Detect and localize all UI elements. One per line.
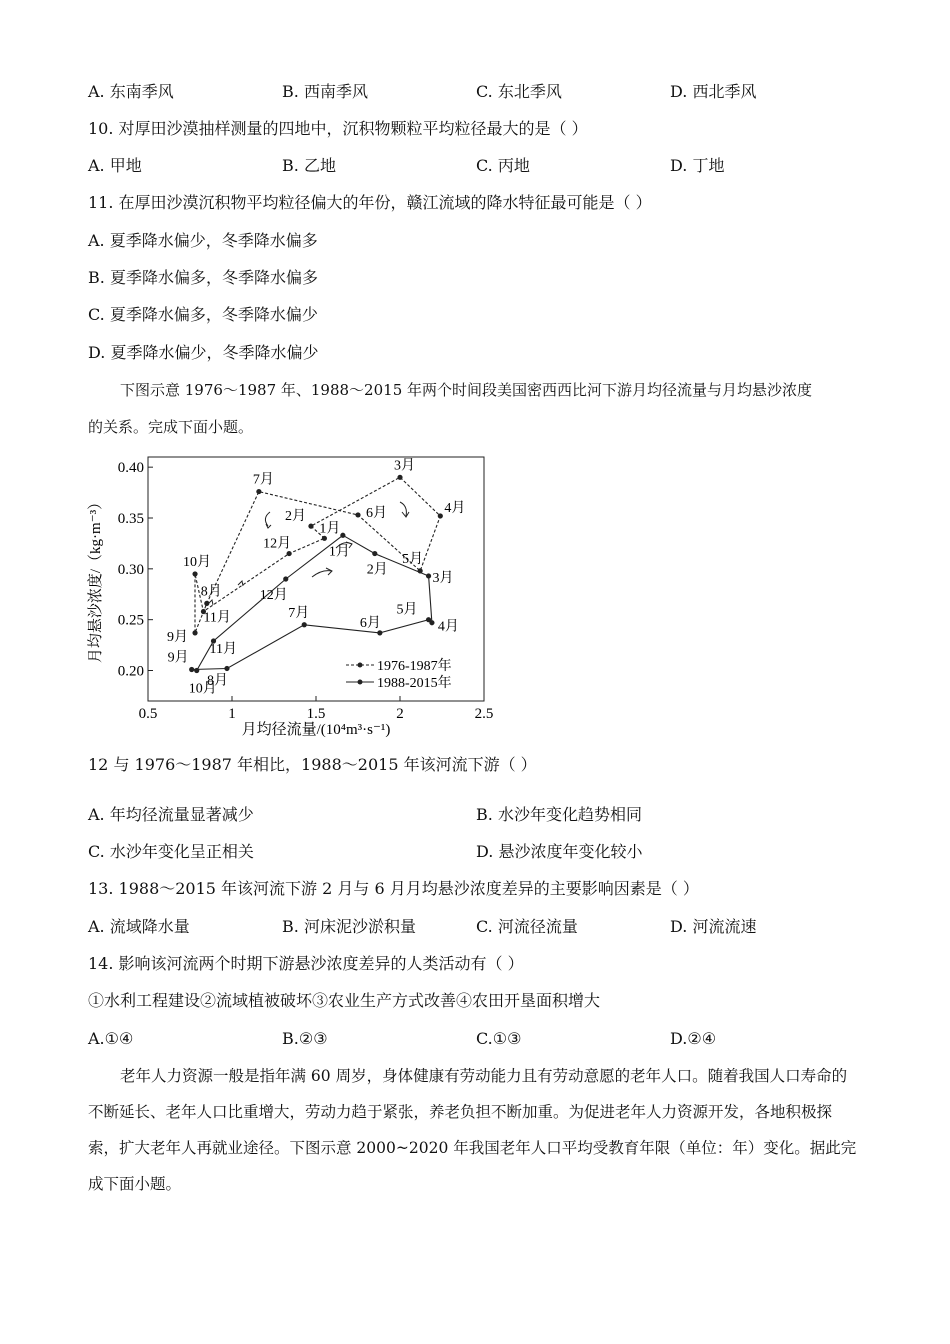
x-tick-label: 0.5 [138,706,158,722]
y-tick-label: 0.25 [117,612,144,629]
data-point [283,576,288,581]
q13-option-a: A. 流域降水量 [88,917,190,936]
data-label: 8月 [206,673,228,689]
data-label: 2月 [284,509,306,525]
data-label: 7月 [252,472,274,488]
q11-option-d: D. 夏季降水偏少，冬季降水偏少 [88,343,319,362]
legend-label-solid: 1988-2015年 [377,676,452,691]
q14-stem: 14. 影响该河流两个时期下游悬沙浓度差异的人类活动有（ ） [88,954,524,973]
q14-items: ①水利工程建设②流域植被破坏③农业生产方式改善④农田开垦面积增大 [88,991,601,1010]
data-label: 3月 [394,458,415,474]
q11-option-a: A. 夏季降水偏少，冬季降水偏多 [88,231,318,250]
data-label: 12月 [259,588,288,603]
data-point [224,666,229,671]
data-point [372,551,377,556]
data-label: 5月 [402,551,424,567]
arrow-small-1 [238,581,243,586]
data-label: 6月 [359,615,381,631]
x-tick-label: 1.5 [306,706,326,722]
q10-stem: 10. 对厚田沙漠抽样测量的四地中，沉积物颗粒平均粒径最大的是（ ） [88,119,588,138]
q9-option-a: A. 东南季风 [88,82,174,101]
legend-marker-dashed [358,663,363,668]
intro2-line1: 下图示意 1976～1987 年、1988～2015 年两个时间段美国密西西比河下游月均径流量与月均悬沙浓度 [120,381,813,399]
q12-option-a: A. 年均径流量显著减少 [88,805,254,824]
flow-sediment-chart [80,452,510,747]
data-point [192,630,197,635]
data-point [287,551,292,556]
data-label: 3月 [432,570,454,586]
y-tick-label: 0.20 [117,663,144,680]
intro2-line2: 的关系。完成下面小题。 [88,418,254,436]
data-label: 12月 [263,536,292,552]
q13-stem: 13. 1988～2015 年该河流下游 2 月与 6 月月均悬沙浓度差异的主要影响因素是（ ） [88,879,699,898]
q9-option-c: C. 东北季风 [476,82,562,101]
q9-option-d: D. 西北季风 [670,82,757,101]
q10-option-a: A. 甲地 [88,156,142,175]
intro3-paragraph: 老年人力资源一般是指年满 60 周岁，身体健康有劳动能力且有劳动意愿的老年人口。随着我国人口寿命的不断延长、老年人口比重增大，劳动力趋于紧张，养老负担不断加重。为促进老年人力资源开发，各地积极探索，扩大老年人再就业途径。下图示意 2000~2020 年我国老年人口平均受教育年限（单位：年）变化。据此完成下面小题。 [88,1067,857,1193]
legend-label-dashed: 1976-1987年 [377,659,452,674]
x-tick-label: 1 [228,706,236,722]
y-axis-title: 月均悬沙浓度/（kg·m⁻³） [88,494,104,664]
legend [346,657,452,691]
data-point [322,536,327,541]
data-point [355,512,360,517]
arrow-curve-1 [265,512,270,526]
data-label: 9月 [167,629,189,645]
x-tick-label: 2.5 [474,706,494,722]
q12-option-c: C. 水沙年变化呈正相关 [88,842,254,861]
data-point [194,668,199,673]
data-label: 9月 [167,650,189,666]
q13-option-d: D. 河流流速 [670,917,757,936]
data-label: 10月 [183,554,212,570]
data-point [426,573,431,578]
data-label: 1月 [319,521,341,537]
data-point [256,489,261,494]
data-label: 7月 [288,605,310,621]
q10-option-c: C. 丙地 [476,156,530,175]
legend-marker-solid [358,680,363,685]
q10-option-d: D. 丁地 [670,156,725,175]
data-label: 11月 [209,642,238,658]
arrow-head-1 [266,524,271,528]
data-label: 11月 [203,610,231,626]
data-point [377,630,382,635]
data-point [426,617,431,622]
q9-option-b: B. 西南季风 [282,82,368,101]
data-label: 1月 [328,544,350,560]
q13-option-c: C. 河流径流量 [476,917,578,936]
q13-option-b: B. 河床泥沙淤积量 [282,917,416,936]
q14-option-a: A.①④ [88,1029,134,1048]
x-axis-ticks [139,696,494,722]
q10-option-b: B. 乙地 [282,156,336,175]
q12-stem: 12 与 1976～1987 年相比，1988～2015 年该河流下游（ ） [88,755,537,774]
q11-option-b: B. 夏季降水偏多，冬季降水偏多 [88,268,318,287]
data-label: 8月 [200,584,222,600]
q14-option-d: D.②④ [670,1029,717,1048]
data-point [308,524,313,529]
q14-option-b: B.②③ [282,1029,328,1048]
data-label: 4月 [437,619,459,635]
q12-option-b: B. 水沙年变化趋势相同 [476,805,642,824]
data-point [340,533,345,538]
series-1976-1987 [167,457,465,645]
data-label: 10月 [188,681,217,697]
data-label: 6月 [366,505,387,521]
data-point [438,513,443,518]
q14-option-c: C.①③ [476,1029,522,1048]
arrow-head-3 [326,568,332,575]
arrow-head-4 [402,512,409,517]
data-point [397,475,402,480]
y-tick-label: 0.40 [117,460,144,477]
x-tick-label: 2 [396,706,404,722]
data-label: 4月 [444,500,466,516]
q12-option-d: D. 悬沙浓度年变化较小 [476,842,643,861]
data-label: 5月 [396,602,418,618]
data-point [192,571,197,576]
data-label: 2月 [366,562,388,578]
q11-stem: 11. 在厚田沙漠沉积物平均粒径偏大的年份，赣江流域的降水特征最可能是（ ） [88,193,652,212]
q11-option-c: C. 夏季降水偏多，冬季降水偏少 [88,305,318,324]
data-point [189,667,194,672]
data-point [302,622,307,627]
y-tick-label: 0.30 [117,561,144,578]
x-axis-title: 月均径流量/(10⁴m³·s⁻¹) [241,722,391,738]
y-tick-label: 0.35 [117,511,144,527]
